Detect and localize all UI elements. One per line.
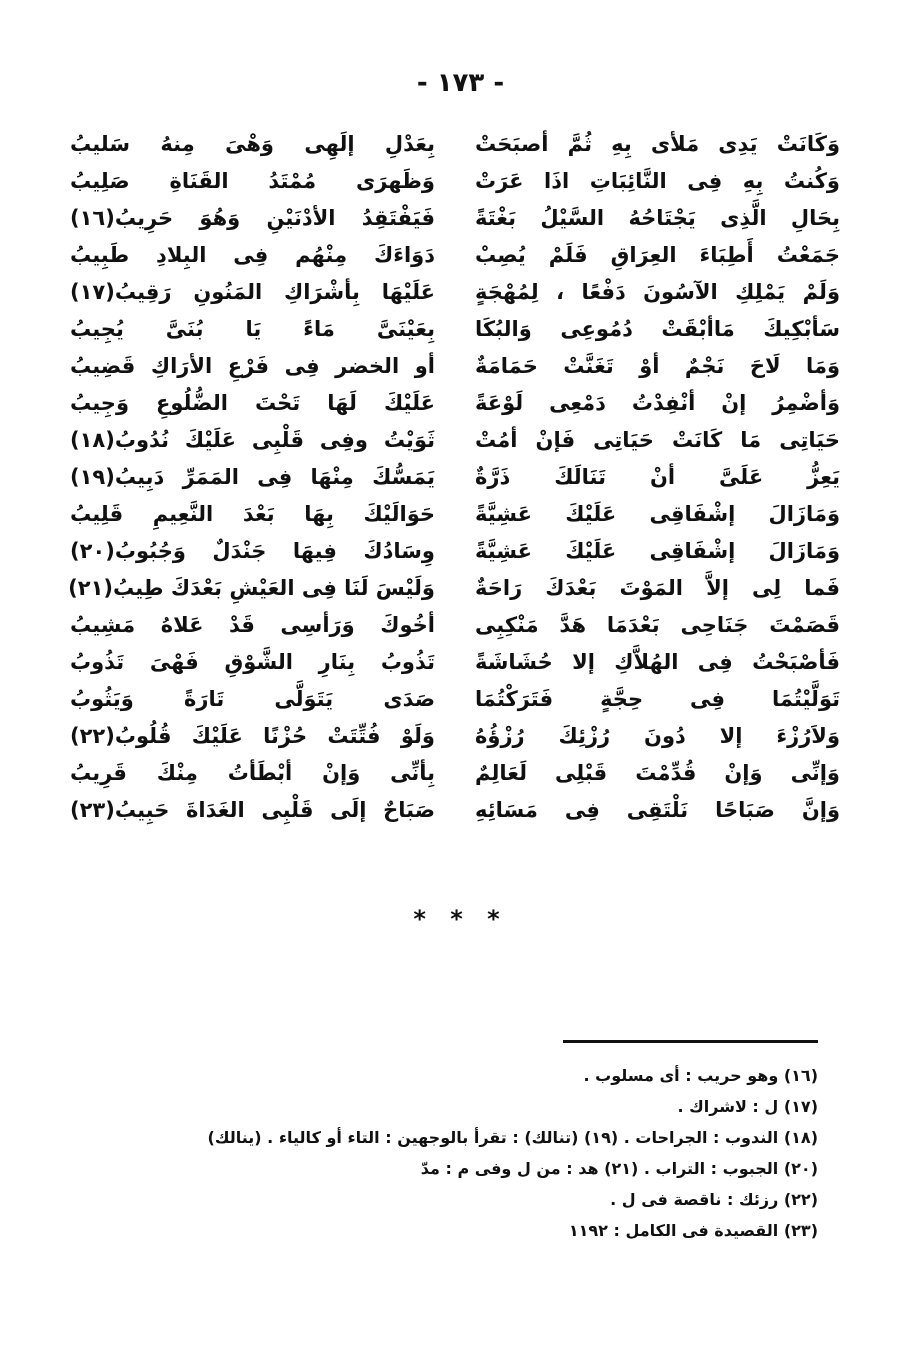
footnote: (٢٣) القصيدة فى الكامل : ١١٩٢	[568, 1221, 818, 1240]
verse-second-hemistich: بِأنِّى وَإنْ أبْطَأتُ مِنْكَ قَرِيبُ	[70, 761, 435, 785]
page-number: - ١٧٣ -	[416, 68, 505, 98]
verse-second-hemistich: دَوَاءَكَ مِنْهُم فِى البِلادِ طَبِيبُ	[70, 243, 435, 267]
verse	[70, 570, 840, 607]
verse-second-hemistich: ثَوَيْتُ وفِى قَلْبِى عَلَيْكَ نُدُوبُ(١٨)	[70, 428, 435, 452]
verse-first-hemistich: وَكُنتُ بِهِ فِى النَّائِبَاتِ اذَا عَرَتْ	[475, 169, 840, 193]
verse-second-hemistich: عَلَيْهَا بِأشْرَاكِ المَنُونِ رَقِيبُ(١٧)	[70, 280, 435, 304]
verse	[70, 607, 840, 644]
verse-first-hemistich: حَيَاتِى مَا كَانَتْ حَيَاتِى فَإنْ أمُتْ	[475, 428, 840, 452]
verse-second-hemistich: وَظَهرَى مُمْتَدُ القَنَاةِ صَلِيبُ	[70, 169, 435, 193]
verse-second-hemistich: حَوَالَيْكَ بِهَا بَعْدَ النَّعِيمِ قَلِيبُ	[70, 502, 435, 526]
verse	[70, 644, 840, 681]
poem	[70, 126, 840, 829]
verse-first-hemistich: وَلاَرُزْءَ إلا دُونَ رُزْئِكَ رُزْؤُهُ	[475, 724, 840, 748]
verse	[70, 496, 840, 533]
footnote: (١٧) ل : لاشراك .	[677, 1097, 818, 1116]
footnote: (١٨) الندوب : الجراحات . (١٩) (تنالك) : تقرأ بالوجهين : التاء أو كالياء . (ينالك)	[207, 1128, 818, 1147]
verse-first-hemistich: فَما لِى إلاَّ المَوْتَ بَعْدَكَ رَاحَةٌ	[475, 576, 840, 600]
verse-second-hemistich: بِعَيْنَىَّ مَاءً يَا بُنَىَّ يُجِيبُ	[70, 317, 435, 341]
verse	[70, 163, 840, 200]
verse-first-hemistich: وَمَازَالَ إشْفَاقِى عَلَيْكَ عَشِيَّةً	[475, 502, 840, 526]
verse-second-hemistich: وِسَادُكَ فِيهَا جَنْدَلٌ وَجُبُوبُ(٢٠)	[70, 539, 435, 563]
footnote-divider	[563, 1040, 818, 1043]
verse-first-hemistich: فَأصْبَحْتُ فِى الهُلاَّكِ إلا حُشَاشَةً	[475, 650, 840, 674]
verse-first-hemistich: وَإنَّ صَبَاحًا نَلْتَقِى فِى مَسَائِهِ	[475, 798, 840, 822]
footnote: (٢٢) رزئك : ناقصة فى ل .	[610, 1190, 818, 1209]
verse	[70, 200, 840, 237]
verse	[70, 422, 840, 459]
verse	[70, 718, 840, 755]
verse-first-hemistich: وَلَمْ يَمْلِكِ الآسُونَ دَفْعًا ، لِمُهْجَةٍ	[475, 280, 840, 304]
footnote: (٢٠) الجبوب : التراب . (٢١) هد : من ل وفى م : مدّ	[420, 1159, 818, 1178]
verse	[70, 311, 840, 348]
verse-second-hemistich: أو الخضر فِى فَرْعِ الأرَاكِ قَضِيبُ	[70, 354, 435, 378]
verse-second-hemistich: صَبَاحٌ إلَى قَلْبِى الغَدَاةَ حَبِيبُ(٢٣)	[70, 798, 435, 822]
verse-second-hemistich: فَيَفْتَقِدُ الأدْنَيْنِ وَهُوَ حَرِيبُ(١٦)	[70, 206, 435, 230]
verse-first-hemistich: وَأضْمِرُ إنْ أنْفِدْتُ دَمْعِى لَوْعَةً	[475, 391, 840, 415]
verse-second-hemistich: وَلَوْ فُتِّتَتْ حُزْنًا عَلَيْكَ قُلُوبُ(٢٢)	[70, 724, 435, 748]
verse-first-hemistich: يَعِزُّ عَلَىَّ أنْ تَنَالَكَ ذَرَّةٌ	[475, 465, 840, 489]
verse-first-hemistich: وَمَا لَاحَ نَجْمٌ أوْ تَغَنَّتْ حَمَامَةٌ	[475, 354, 840, 378]
verse	[70, 755, 840, 792]
verse-first-hemistich: وَمَازَالَ إشْفَاقِى عَلَيْكَ عَشِيَّةً	[475, 539, 840, 563]
verse-first-hemistich: وَإنِّى وَإنْ قُدِّمْتَ قَبْلِى لَعَالِمٌ	[475, 761, 840, 785]
verse-first-hemistich: سَأبْكِيكَ مَاأبْقَتْ دُمُوعِى وَالبُكَا	[475, 317, 840, 341]
verse-second-hemistich: صَدَى يَتَوَلَّى تَارَةً وَيَثُوبُ	[70, 687, 435, 711]
verse	[70, 792, 840, 829]
verse-first-hemistich: قَصَمْتَ جَنَاحِى بَعْدَمَا هَدَّ مَنْكِبِى	[475, 613, 840, 637]
verse	[70, 348, 840, 385]
verse	[70, 459, 840, 496]
verse-second-hemistich: بِعَدْلِ إلَهِى وَهْىَ مِنهُ سَليبُ	[70, 132, 435, 156]
verse-first-hemistich: تَوَلَّيْتُمَا فِى حِجَّةٍ فَتَرَكْتُمَا	[475, 687, 840, 711]
verse-second-hemistich: عَلَيْكَ لَهَا تَحْتَ الضُّلُوعِ وَجِيبُ	[70, 391, 435, 415]
verse	[70, 533, 840, 570]
section-separator: * * *	[413, 905, 508, 933]
verse	[70, 681, 840, 718]
verse	[70, 126, 840, 163]
verse-second-hemistich: يَمَسُّكَ مِنْهَا فِى المَمَرِّ دَبِيبُ(١٩)	[70, 465, 435, 489]
verse-first-hemistich: وَكَانَتْ يَدِى مَلأى بِهِ ثُمَّ أصبَحَتْ	[475, 132, 840, 156]
verse-first-hemistich: جَمَعْتُ أَطِبَاءَ العِرَاقِ فَلَمْ يُصِبْ	[475, 243, 840, 267]
verse	[70, 237, 840, 274]
verse	[70, 274, 840, 311]
verse-second-hemistich: وَلَيْسَ لَنَا فِى العَيْشِ بَعْدَكَ طِيبُ(٢١)	[68, 576, 435, 600]
verse-second-hemistich: أخُوكَ وَرَأسِى قَدْ عَلاهُ مَشِيبُ	[70, 613, 435, 637]
verse-first-hemistich: بِحَالِ الَّذِى يَجْتَاحُهُ السَّيْلُ بَغْتَةً	[475, 206, 840, 230]
footnotes	[100, 1060, 818, 1246]
verse-second-hemistich: تَذُوبُ بِنَارِ الشَّوْقِ فَهْىَ تَذُوبُ	[70, 650, 435, 674]
footnote: (١٦) وهو حريب : أى مسلوب .	[583, 1066, 818, 1085]
verse	[70, 385, 840, 422]
